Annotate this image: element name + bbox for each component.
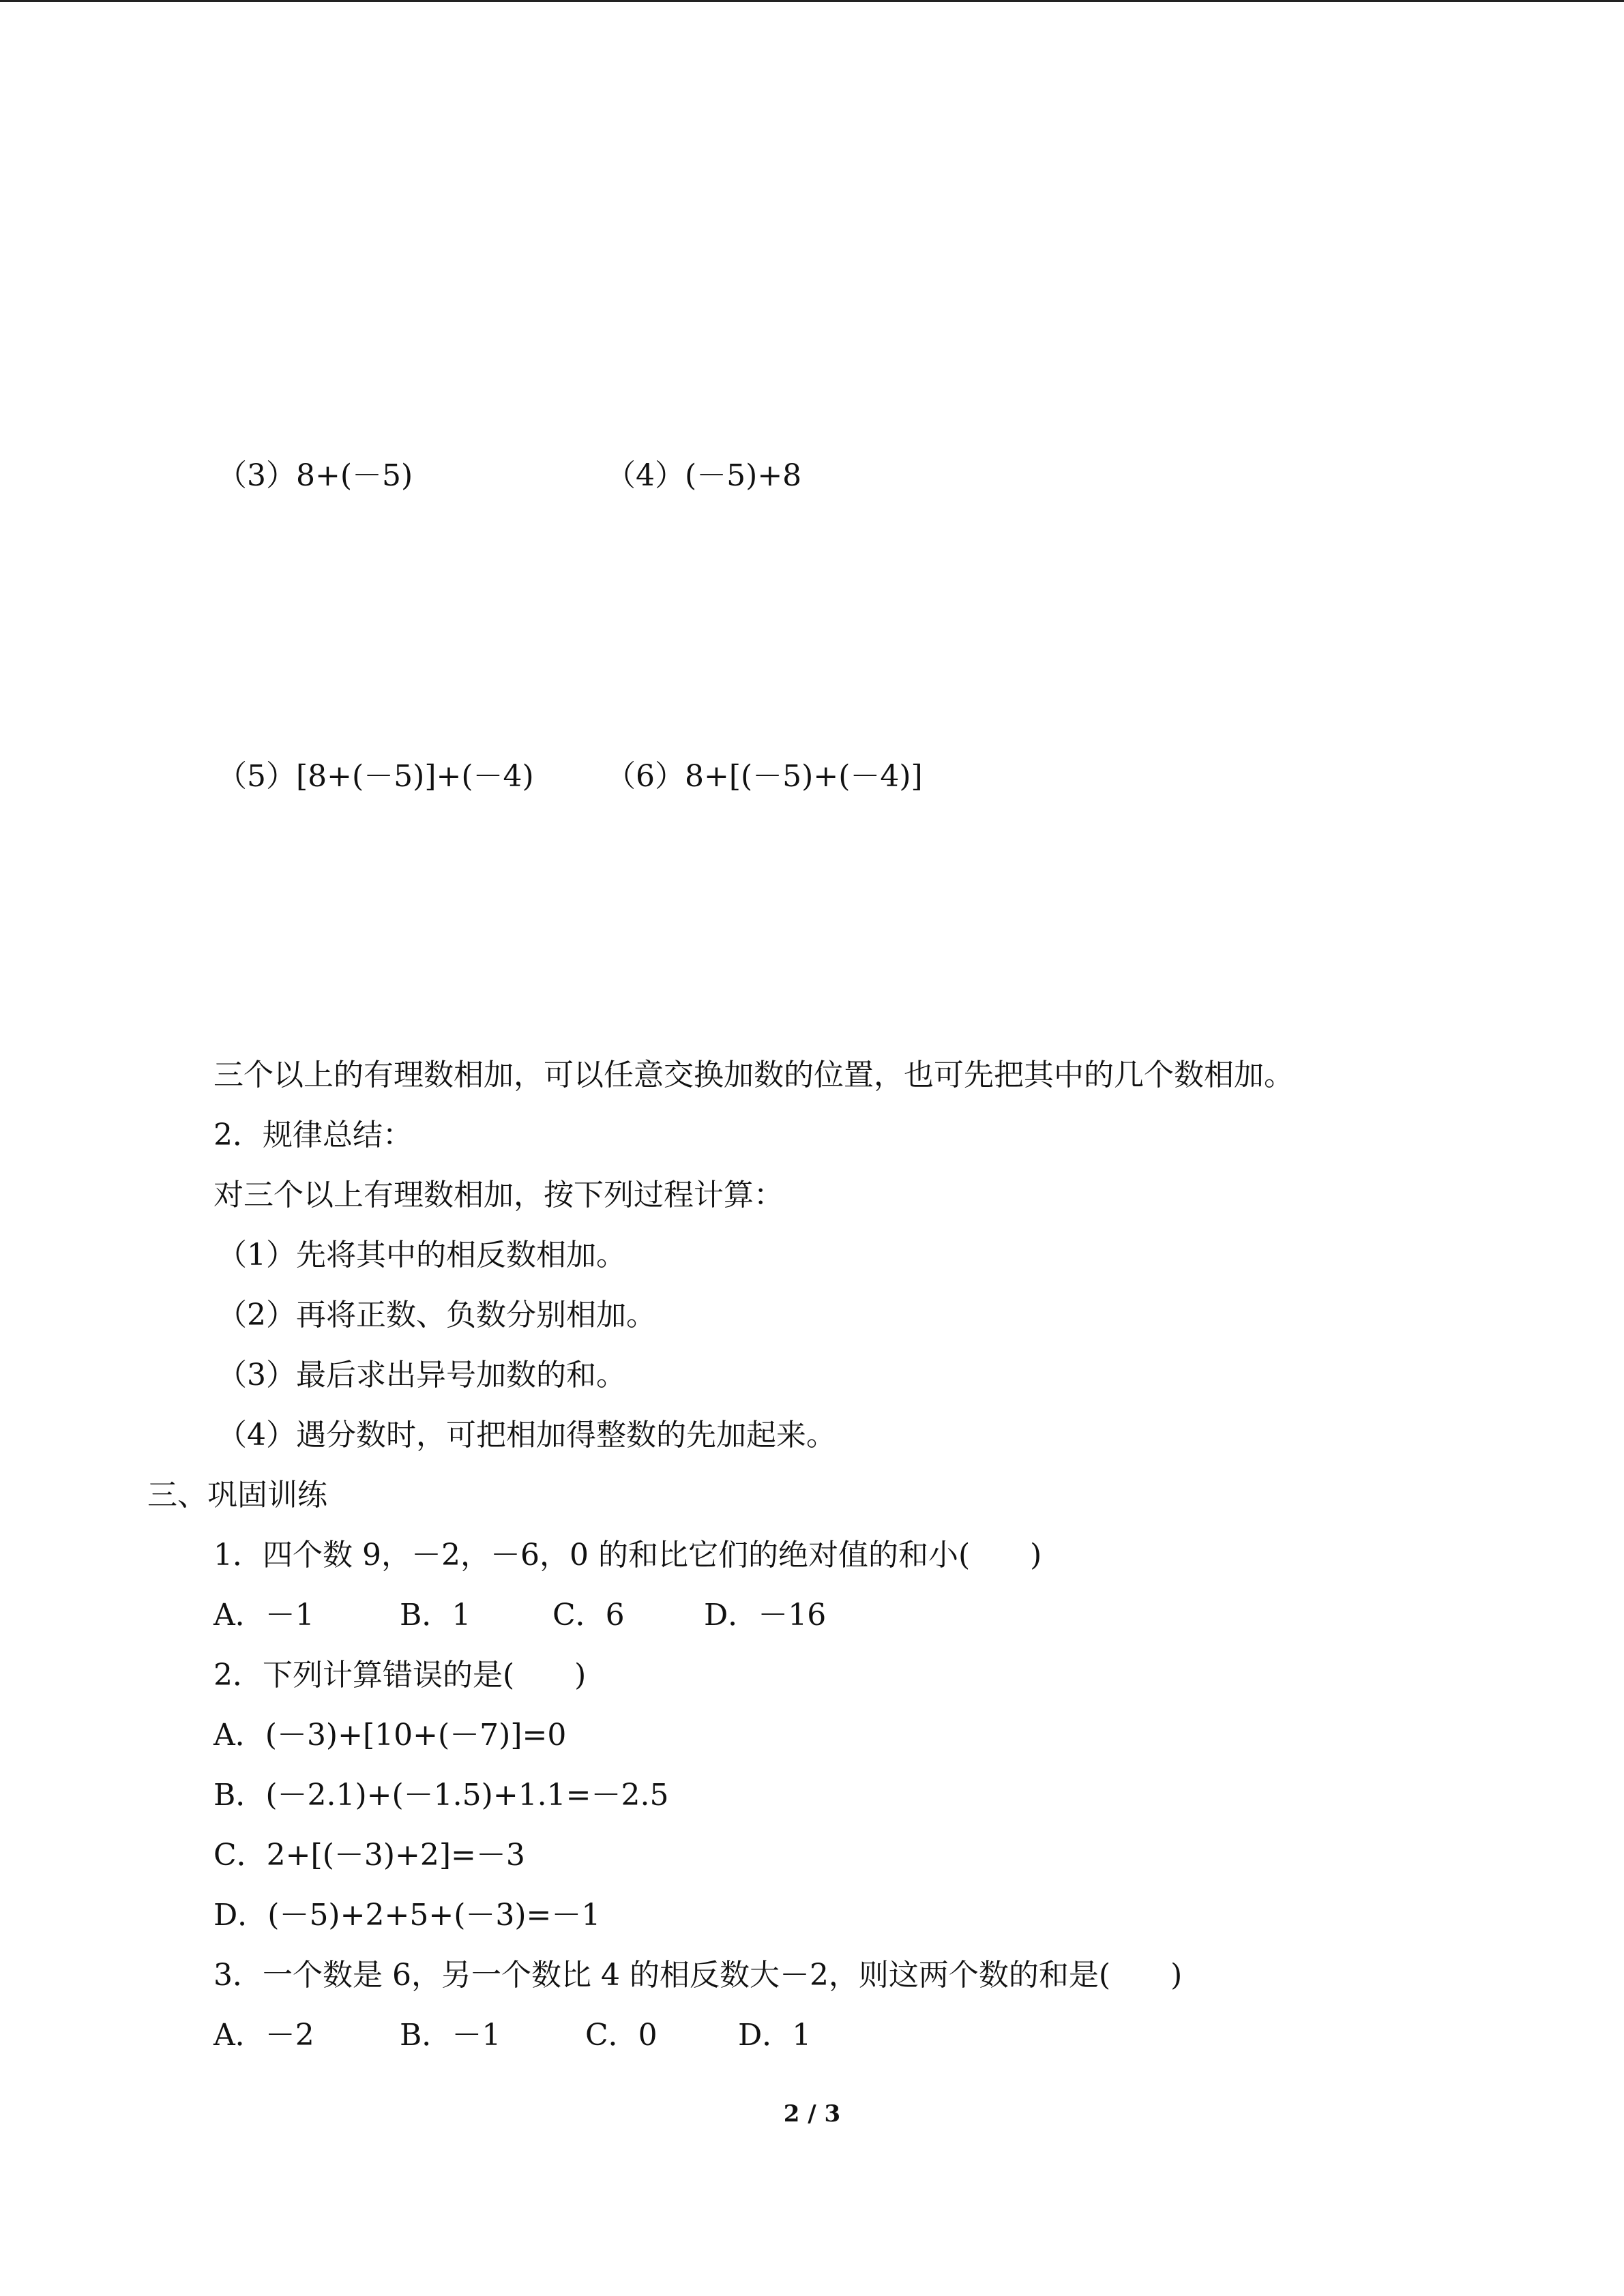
q3-option-b: B．－1	[400, 2018, 501, 2053]
q1-stem: 1．四个数 9，－2，－6，0 的和比它们的绝对值的和小( )	[213, 1538, 1042, 1572]
example-5: （5）[8+(－5)]+(－4)	[217, 759, 534, 794]
page-number: 2 / 3	[783, 2100, 841, 2128]
q2-stem: 2．下列计算错误的是( )	[213, 1658, 587, 1693]
q1-option-c: C．6	[552, 1598, 625, 1632]
example-4: （4）(－5)+8	[606, 458, 802, 493]
example-3: （3）8+(－5)	[217, 458, 413, 493]
q2-option-a: A．(－3)+[10+(－7)]=0	[213, 1718, 567, 1753]
q1-option-a: A．－1	[213, 1598, 314, 1632]
q2-option-c: C．2+[(－3)+2]=－3	[213, 1838, 525, 1873]
summary-lead: 对三个以上有理数相加，按下列过程计算：	[213, 1178, 784, 1212]
q3-option-a: A．－2	[213, 2018, 314, 2053]
q1-option-d: D．－16	[704, 1598, 827, 1632]
summary-step-2: （2）再将正数、负数分别相加。	[217, 1298, 656, 1332]
summary-intro: 三个以上的有理数相加，可以任意交换加数的位置，也可先把其中的几个数相加。	[213, 1058, 1294, 1092]
q1-option-b: B．1	[400, 1598, 471, 1632]
summary-step-1: （1）先将其中的相反数相加。	[217, 1238, 626, 1272]
section-title: 三、巩固训练	[147, 1478, 327, 1512]
q2-option-b: B．(－2.1)+(－1.5)+1.1=－2.5	[213, 1778, 669, 1813]
summary-step-3: （3）最后求出异号加数的和。	[217, 1358, 626, 1392]
header-rule	[0, 0, 1624, 2]
summary-step-4: （4）遇分数时，可把相加得整数的先加起来。	[217, 1418, 836, 1452]
summary-heading: 2．规律总结：	[213, 1118, 413, 1152]
q3-option-d: D．1	[738, 2018, 812, 2053]
example-6: （6）8+[(－5)+(－4)]	[606, 759, 923, 794]
q3-option-c: C．0	[585, 2018, 658, 2053]
q2-option-d: D．(－5)+2+5+(－3)=－1	[213, 1898, 601, 1933]
q3-stem: 3．一个数是 6，另一个数比 4 的相反数大－2，则这两个数的和是( )	[213, 1958, 1183, 1993]
